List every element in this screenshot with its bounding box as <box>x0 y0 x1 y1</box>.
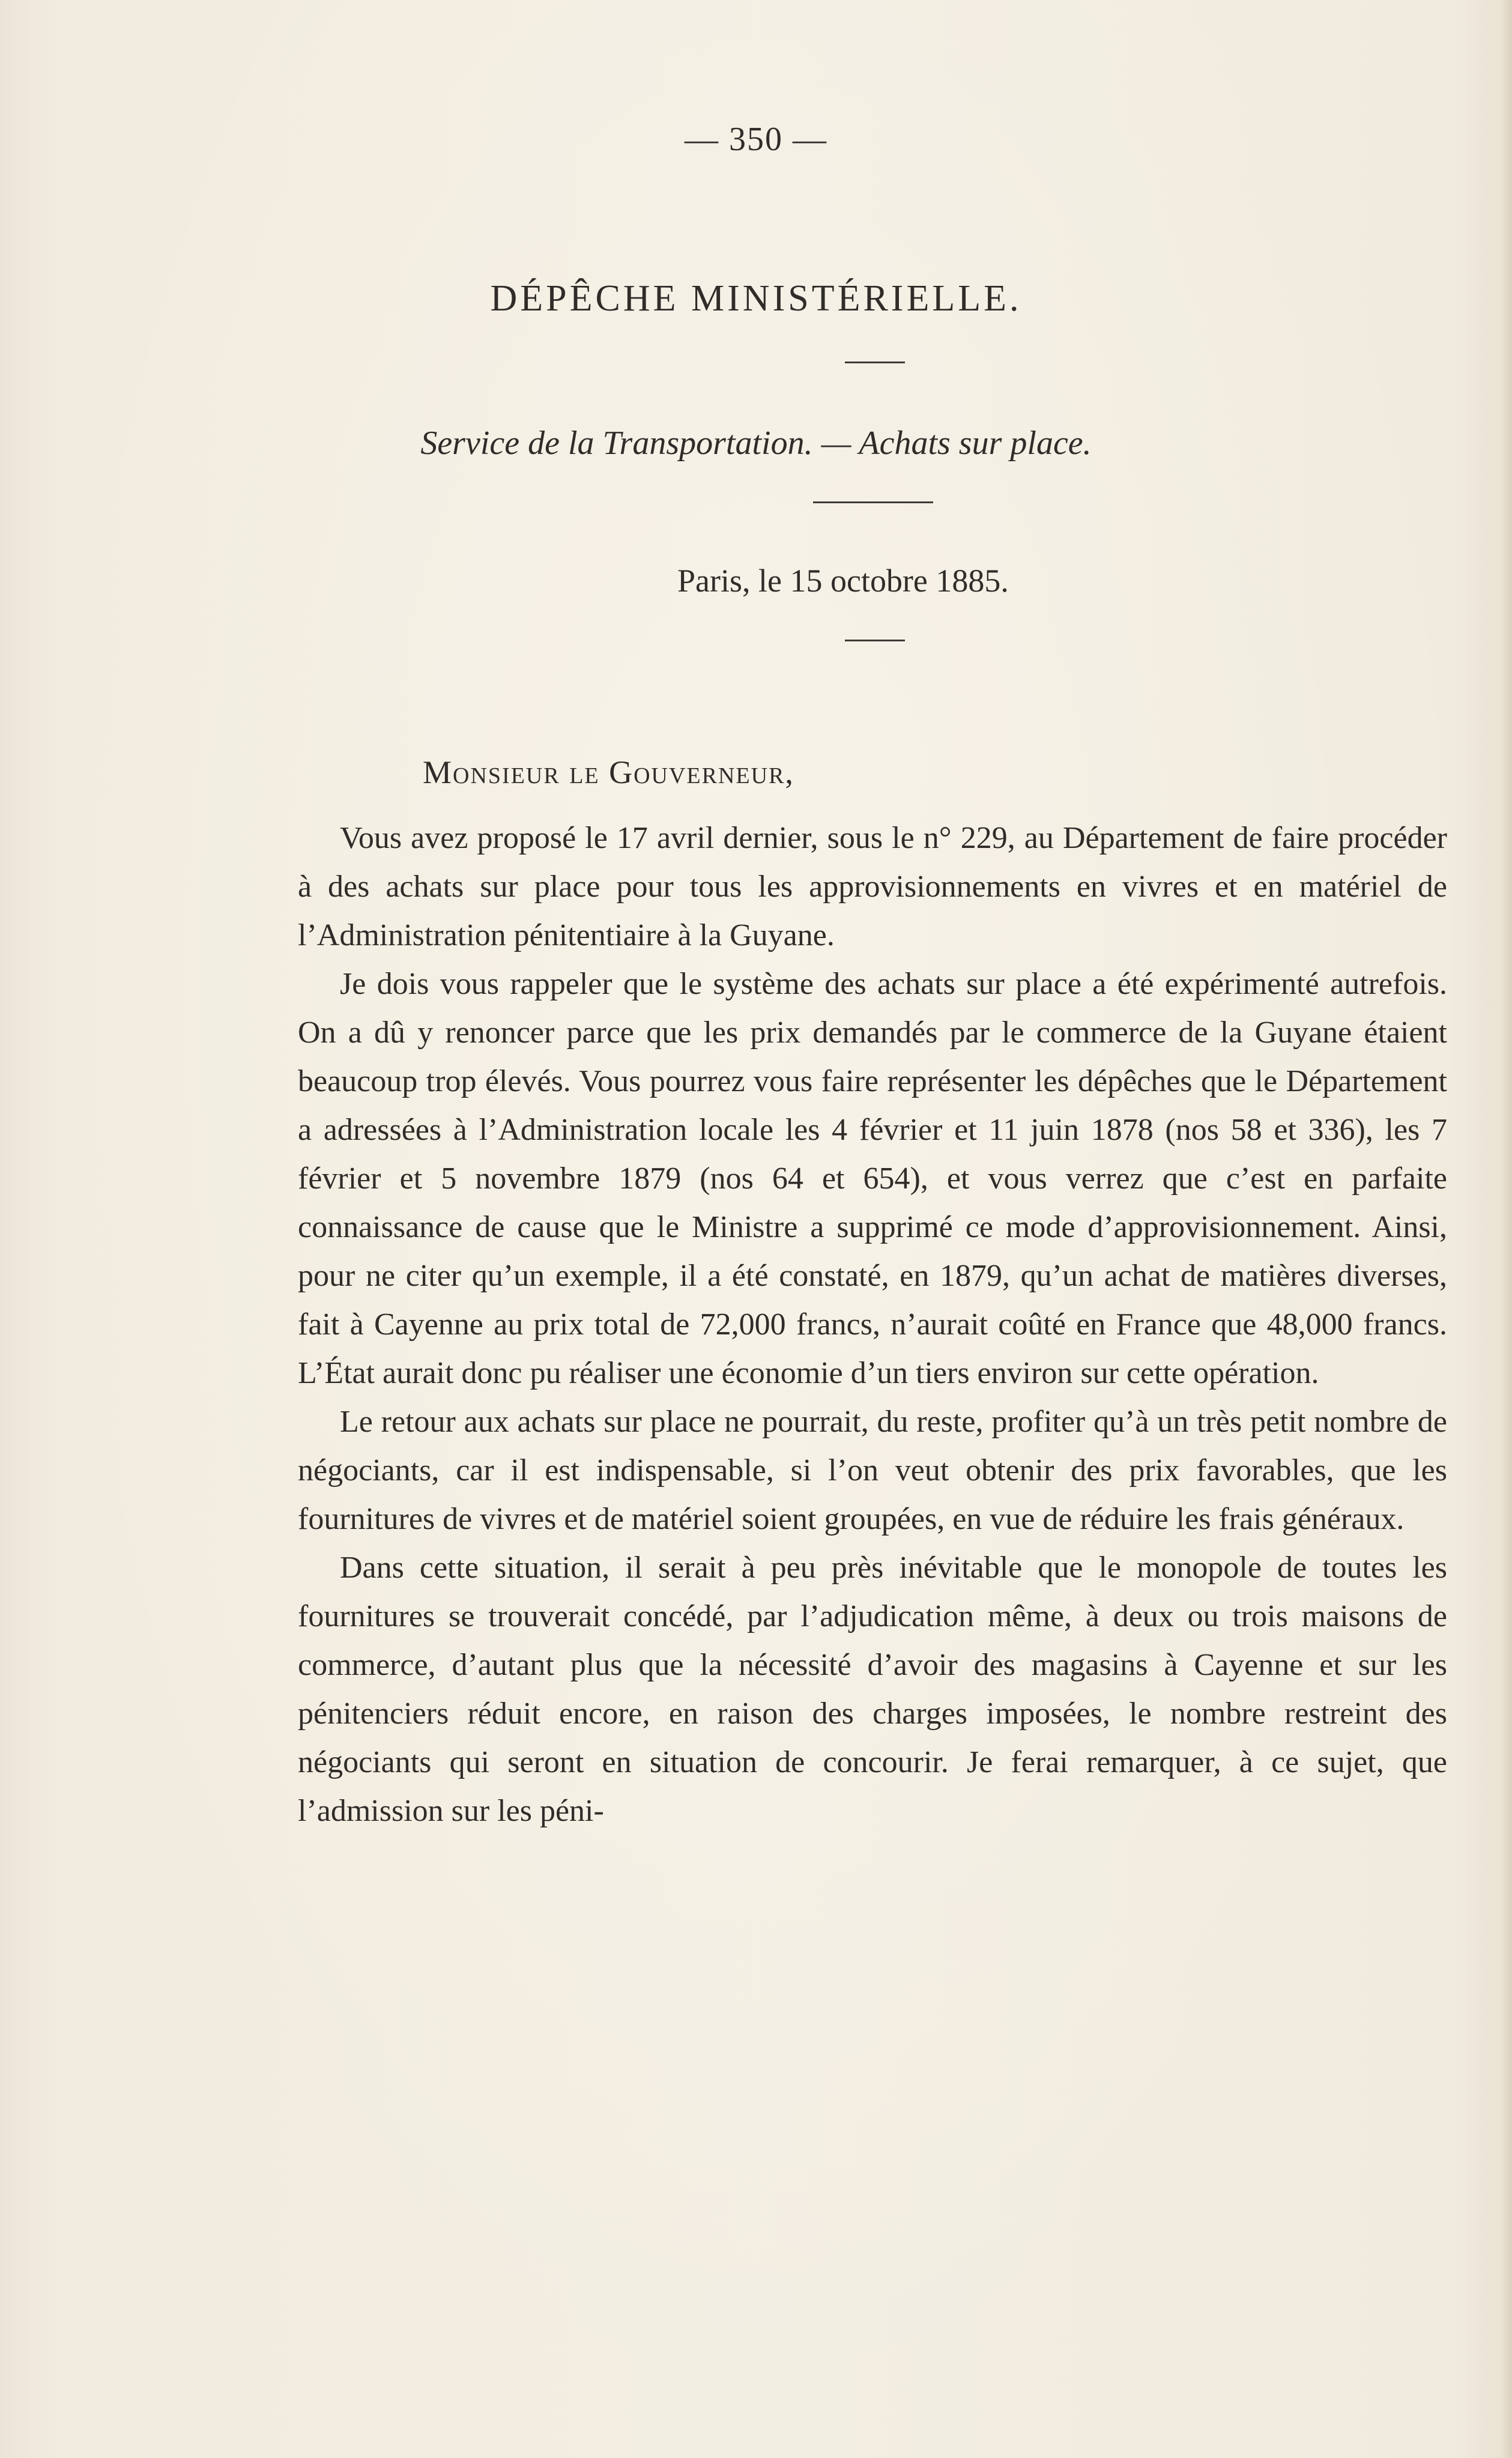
paragraph: Le retour aux achats sur place ne pourrait, du reste, profiter qu’à un très petit nombre de négociants, car il est indispensable, si l’on veut obtenir des prix favorables, que les fournitures de vivres et de matériel soient groupées, en vue de réduire les frais généraux. <box>298 1405 1447 1536</box>
divider-rule <box>845 640 905 641</box>
letter-body <box>298 814 1447 1835</box>
page-number: — 350 — <box>685 121 827 158</box>
page-edge-shadow <box>1501 0 1512 2458</box>
divider-rule <box>813 501 933 503</box>
paragraph: Vous avez proposé le 17 avril dernier, sous le n° 229, au Département de faire procéder à des achats sur place pour tous les approvisionnements en vivres et en matériel de l’Administration pénitentiaire à la Guyane. <box>298 821 1447 952</box>
dateline: Paris, le 15 octobre 1885. <box>677 563 1009 599</box>
divider-rule <box>845 362 905 363</box>
document-title: DÉPÊCHE MINISTÉRIELLE. <box>490 278 1022 319</box>
paragraph: Dans cette situation, il serait à peu près inévitable que le monopole de toutes les fournitures se trouverait concédé, par l’adjudication même, à deux ou trois maisons de commerce, d’autant plus que la nécessité d’avoir des magasins à Cayenne et sur les pénitenciers réduit encore, en raison des charges imposées, le nombre restreint des négociants qui seront en situation de concourir. Je ferai remarquer, à ce sujet, que l’admission sur les péni- <box>298 1551 1447 1828</box>
salutation: Monsieur le Gouverneur, <box>423 754 794 790</box>
document-subtitle: Service de la Transportation. — Achats sur place. <box>420 425 1092 462</box>
paragraph: Je dois vous rappeler que le système des achats sur place a été expérimenté autrefois. On a dû y renoncer parce que les prix demandés par le commerce de la Guyane étaient beaucoup trop élevés. Vous pourrez vous faire représenter les dépêches que le Département a adressées à l’Administration locale les 4 février et 11 juin 1878 (nos 58 et 336), les 7 février et 5 novembre 1879 (nos 64 et 654), et vous verrez que c’est en parfaite connaissance de cause que le Ministre a supprimé ce mode d’approvisionnement. Ainsi, pour ne citer qu’un exemple, il a été constaté, en 1879, qu’un achat de matières diverses, fait à Cayenne au prix total de 72,000 francs, n’aurait coûté en France que 48,000 francs. L’État aurait donc pu réaliser une économie d’un tiers environ sur cette opération. <box>298 967 1447 1390</box>
